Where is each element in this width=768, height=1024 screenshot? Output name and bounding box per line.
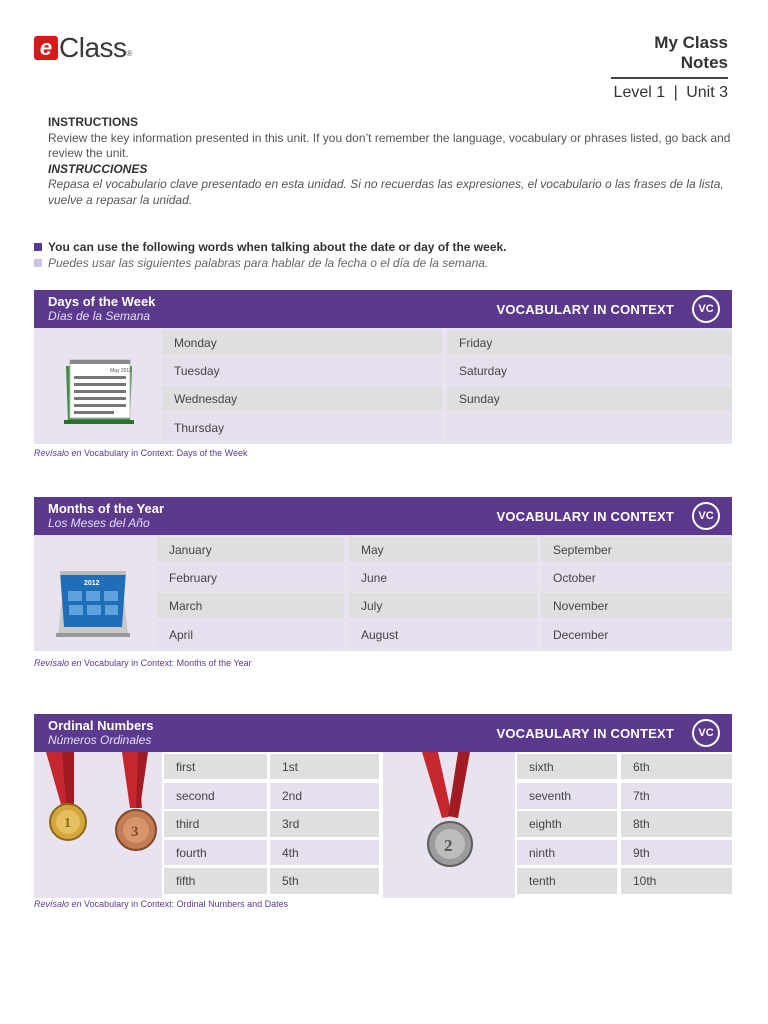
ordinal-word-cell: eighth [517,811,617,837]
ordinal-num-cell: 3rd [270,811,379,837]
medal-number: 1 [64,816,71,831]
day-cell-empty [447,415,732,441]
blue-calendar-icon [50,565,136,641]
logo-reg: ® [126,49,133,58]
ordinal-num-cell: 2nd [270,783,379,809]
month-cell: February [157,565,344,591]
ordinals-subtitle: Números Ordinales [48,733,152,747]
day-cell: Friday [447,330,732,355]
ordinal-word-cell: tenth [517,868,617,894]
desk-calendar-month: May 2012 [110,368,132,374]
ordinals-header [34,714,732,752]
ordinal-num-cell: 5th [270,868,379,894]
ordinals-title: Ordinal Numbers [48,718,154,733]
revisalo-prefix: Revísalo en [34,658,82,668]
months-body [34,535,732,651]
vocab-in-context-link[interactable]: VOCABULARY IN CONTEXT [496,302,674,317]
month-cell: April [157,622,344,648]
bullet-es [34,256,488,270]
day-cell: Thursday [162,415,442,441]
ordinals-body [34,752,732,898]
days-title: Days of the Week [48,294,156,309]
doc-title: My Class Notes [611,33,728,79]
ordinal-num-cell: 1st [270,754,379,779]
instrucciones-text: Repasa el vocabulario clave presentado en esta unidad. Si no recuerdas las expresiones, el vocabulario o las frases de la lista, vuelve a repasar la unidad. [48,177,724,207]
vc-badge-icon[interactable]: VC [692,295,720,323]
eclass-logo [34,32,132,64]
month-cell: November [541,593,732,618]
revisalo-prefix: Revísalo en [34,448,82,458]
ordinal-word-cell: fourth [164,840,267,865]
medal-number: 3 [131,824,139,840]
vc-badge-icon[interactable]: VC [692,502,720,530]
level-separator: | [673,84,678,101]
ordinal-word-cell: first [164,754,267,779]
days-section [34,290,732,444]
ordinal-word-cell: ninth [517,840,617,865]
ordinals-review-link[interactable] [34,899,288,909]
instructions [48,115,738,208]
ordinal-word-cell: second [164,783,267,809]
vc-badge-icon[interactable]: VC [692,719,720,747]
month-cell: May [349,537,537,562]
month-cell: August [349,622,537,648]
medal-number: 2 [444,836,453,855]
bullet-en-text: You can use the following words when talking about the date or day of the week. [48,240,507,254]
vocab-in-context-link[interactable]: VOCABULARY IN CONTEXT [496,726,674,741]
logo-text: Class [59,32,127,63]
day-cell: Monday [162,330,442,355]
ordinal-num-cell: 10th [621,868,732,894]
days-header [34,290,732,328]
instrucciones-heading: INSTRUCCIONES [48,161,148,176]
ordinal-num-cell: 6th [621,754,732,779]
revisalo-prefix: Revísalo en [34,899,82,909]
ordinal-num-cell: 4th [270,840,379,865]
day-cell: Saturday [447,358,732,384]
ordinal-word-cell: sixth [517,754,617,779]
ordinal-num-cell: 7th [621,783,732,809]
ordinal-num-cell: 8th [621,811,732,837]
months-review-link[interactable] [34,658,252,668]
days-subtitle: Días de la Semana [48,309,151,323]
vocab-in-context-link[interactable]: VOCABULARY IN CONTEXT [496,509,674,524]
month-cell: October [541,565,732,591]
day-cell: Sunday [447,386,732,411]
ordinal-num-cell: 9th [621,840,732,865]
bullet-es-text: Puedes usar las siguientes palabras para hablar de la fecha o el día de la semana. [48,256,489,270]
silver-medal-icon [412,752,492,872]
month-cell: March [157,593,344,618]
doc-title-block [611,33,728,102]
desk-calendar-icon [60,356,138,428]
level-label: Level 1 [613,84,666,101]
ordinals-section [34,714,732,898]
month-cell: September [541,537,732,562]
day-cell: Tuesday [162,358,442,384]
logo-mark: e [34,36,58,60]
day-cell: Wednesday [162,386,442,411]
ordinal-word-cell: fifth [164,868,267,894]
ordinal-word-cell: seventh [517,783,617,809]
days-body [34,328,732,444]
instructions-text: Review the key information presented in this unit. If you don’t remember the language, vocabulary or phrases listed, go back and review the unit. [48,130,731,160]
month-cell: January [157,537,344,562]
revisalo-link-text[interactable]: Vocabulary in Context: Months of the Year [84,658,252,668]
month-cell: July [349,593,537,618]
months-subtitle: Los Meses del Año [48,516,150,530]
blue-calendar-year: 2012 [84,580,100,587]
months-header [34,497,732,535]
gold-bronze-medals-icon [40,752,160,864]
instructions-heading: INSTRUCTIONS [48,115,138,129]
months-title: Months of the Year [48,501,165,516]
level-unit [611,79,728,102]
days-review-link[interactable] [34,448,247,458]
month-cell: December [541,622,732,648]
unit-label: Unit 3 [686,84,728,101]
months-section [34,497,732,651]
month-cell: June [349,565,537,591]
bullet-en [34,240,507,254]
revisalo-link-text[interactable]: Vocabulary in Context: Ordinal Numbers and Dates [84,899,289,909]
revisalo-link-text[interactable]: Vocabulary in Context: Days of the Week [84,448,248,458]
ordinal-word-cell: third [164,811,267,837]
